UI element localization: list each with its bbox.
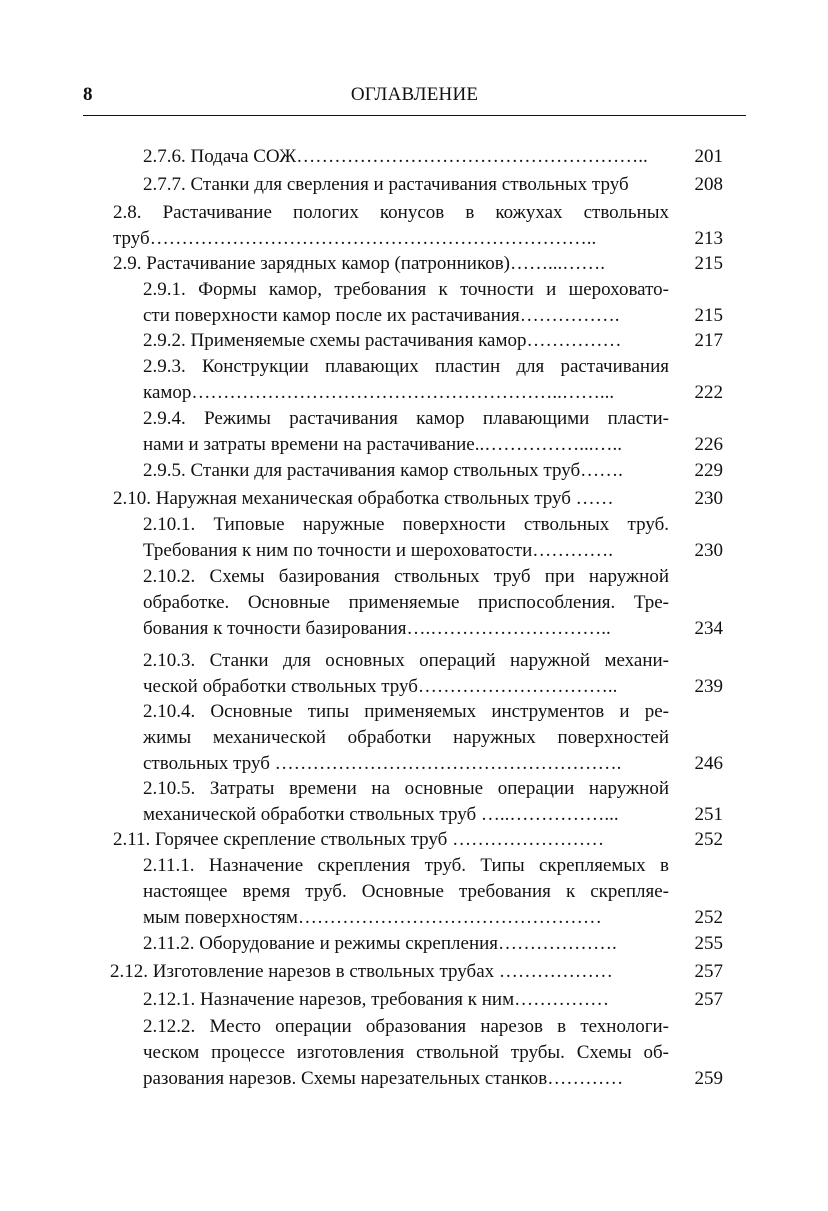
toc-entry-text: жимы механической обработки наружных поверхностей <box>143 727 669 748</box>
toc-entry-text: ческом процессе изготовления ствольной трубы. Схемы об- <box>143 1042 669 1063</box>
header-rule <box>83 115 746 116</box>
toc-entry-text: 2.12.1. Назначение нарезов, требования к ним…………… <box>143 989 610 1010</box>
running-title: ОГЛАВЛЕНИЕ <box>350 84 479 105</box>
toc-entry-text: 2.10.1. Типовые наружные поверхности ствольных труб. <box>143 514 669 535</box>
toc-entry-text: 2.9.5. Станки для растачивания камор ствольных труб……. <box>143 460 623 481</box>
toc-entry[interactable] <box>143 1014 723 1092</box>
toc-page-number: 251 <box>694 804 723 825</box>
toc-entry-text: 2.10.4. Основные типы применяемых инструментов и ре- <box>143 701 669 722</box>
toc-page-number: 201 <box>694 146 723 167</box>
toc-entry-text: Требования к ним по точности и шероховатости…………. <box>143 540 614 561</box>
toc-entry-text: настоящее время труб. Основные требования к скрепляе- <box>143 881 669 902</box>
toc-page-number: 239 <box>694 676 723 697</box>
page-number: 8 <box>83 84 93 105</box>
toc-entry-text: 2.12.2. Место операции образования нарезов в технологи- <box>143 1016 669 1037</box>
toc-entry[interactable] <box>143 354 723 406</box>
toc-entry-text: камор…………………………………………………..……... <box>143 382 615 403</box>
toc-entry-text: 2.10. Наружная механическая обработка ствольных труб …… <box>113 488 614 509</box>
toc-entry-text: 2.10.2. Схемы базирования ствольных труб при наружной <box>143 566 669 587</box>
toc-entry[interactable] <box>143 564 723 642</box>
toc-entry-text: 2.8. Растачивание пологих конусов в кожухах ствольных <box>113 202 669 223</box>
toc-entry[interactable] <box>143 987 723 1013</box>
toc-entry-text: нами и затраты времени на растачивание..……………...….. <box>143 434 622 455</box>
toc-entry[interactable] <box>110 959 723 985</box>
toc-entry-text: 2.9.4. Режимы растачивания камор плавающими пласти- <box>143 408 669 429</box>
toc-entry-text: 2.7.6. Подача СОЖ……………………………………………….. <box>143 146 648 167</box>
toc-entry[interactable] <box>113 486 723 512</box>
toc-entry-text: 2.9.3. Конструкции плавающих пластин для растачивания <box>143 356 669 377</box>
toc-page-number: 257 <box>694 961 723 982</box>
toc-page-number: 230 <box>694 540 723 561</box>
toc-entry[interactable] <box>143 512 723 564</box>
toc-page-number: 230 <box>694 488 723 509</box>
toc-entry[interactable] <box>143 328 723 354</box>
toc-entry-text: 2.10.5. Затраты времени на основные операции наружной <box>143 778 669 799</box>
toc-entry[interactable] <box>143 458 723 484</box>
toc-page-number: 208 <box>694 174 723 195</box>
page-header <box>83 82 746 112</box>
toc-entry[interactable] <box>143 144 723 170</box>
toc-entry[interactable] <box>143 406 723 458</box>
toc-entry[interactable] <box>143 277 723 329</box>
toc-entry[interactable] <box>143 931 723 957</box>
toc-entry-text: ствольных труб ………………………………………………. <box>143 753 622 774</box>
toc-page-number: 215 <box>694 305 723 326</box>
toc-entry-text: бования к точности базирования….……………………….. <box>143 618 611 639</box>
toc-entry-text: 2.12. Изготовление нарезов в ствольных трубах ……………… <box>110 961 613 982</box>
toc-page-number: 252 <box>694 829 723 850</box>
toc-entry-text: 2.11. Горячее скрепление ствольных труб …………………… <box>113 829 605 850</box>
toc-page-number: 229 <box>694 460 723 481</box>
toc-entry[interactable] <box>143 648 723 700</box>
toc-page-number: 215 <box>694 253 723 274</box>
toc-entry[interactable] <box>143 776 723 828</box>
toc-entry[interactable] <box>143 172 723 198</box>
toc-page-number: 222 <box>694 382 723 403</box>
toc-entry-text: 2.10.3. Станки для основных операций наружной механи- <box>143 650 669 671</box>
toc-page-number: 257 <box>694 989 723 1010</box>
toc-entry-text: мым поверхностям………………………………………… <box>143 907 602 928</box>
toc-entry-text: труб…………………………………………………………….. <box>113 228 597 249</box>
toc-page-number: 252 <box>694 907 723 928</box>
toc-entry-text: 2.9.2. Применяемые схемы растачивания камор…………… <box>143 330 622 351</box>
toc-page-number: 226 <box>694 434 723 455</box>
toc-entry-text: 2.9.1. Формы камор, требования к точности и шероховато- <box>143 279 669 300</box>
toc-entry[interactable] <box>113 251 723 277</box>
toc-entry-text: обработке. Основные применяемые приспособления. Тре- <box>143 592 669 613</box>
toc-page-number: 217 <box>694 330 723 351</box>
toc-entry[interactable] <box>143 699 723 777</box>
toc-entry-text: 2.11.2. Оборудование и режимы скрепления………………. <box>143 933 617 954</box>
toc-page-number: 255 <box>694 933 723 954</box>
toc-entry[interactable] <box>113 827 723 853</box>
toc-page-number: 213 <box>694 228 723 249</box>
toc-page-number: 259 <box>694 1068 723 1089</box>
toc-entry-text: сти поверхности камор после их растачивания……………. <box>143 305 620 326</box>
toc-entry[interactable] <box>113 200 723 252</box>
toc-entry-text: разования нарезов. Схемы нарезательных станков………… <box>143 1068 624 1089</box>
toc-entry-text: ческой обработки ствольных труб………………………….. <box>143 676 618 697</box>
toc-page-number: 246 <box>694 753 723 774</box>
toc-entry-text: 2.9. Растачивание зарядных камор (патронников)……...……. <box>113 253 606 274</box>
toc-entry[interactable] <box>143 853 723 931</box>
toc-page-number: 234 <box>694 618 723 639</box>
toc-entry-text: 2.11.1. Назначение скрепления труб. Типы скрепляемых в <box>143 855 669 876</box>
toc-entry-text: механической обработки ствольных труб …..……………... <box>143 804 619 825</box>
toc-entry-text: 2.7.7. Станки для сверления и растачивания ствольных труб <box>143 174 629 195</box>
